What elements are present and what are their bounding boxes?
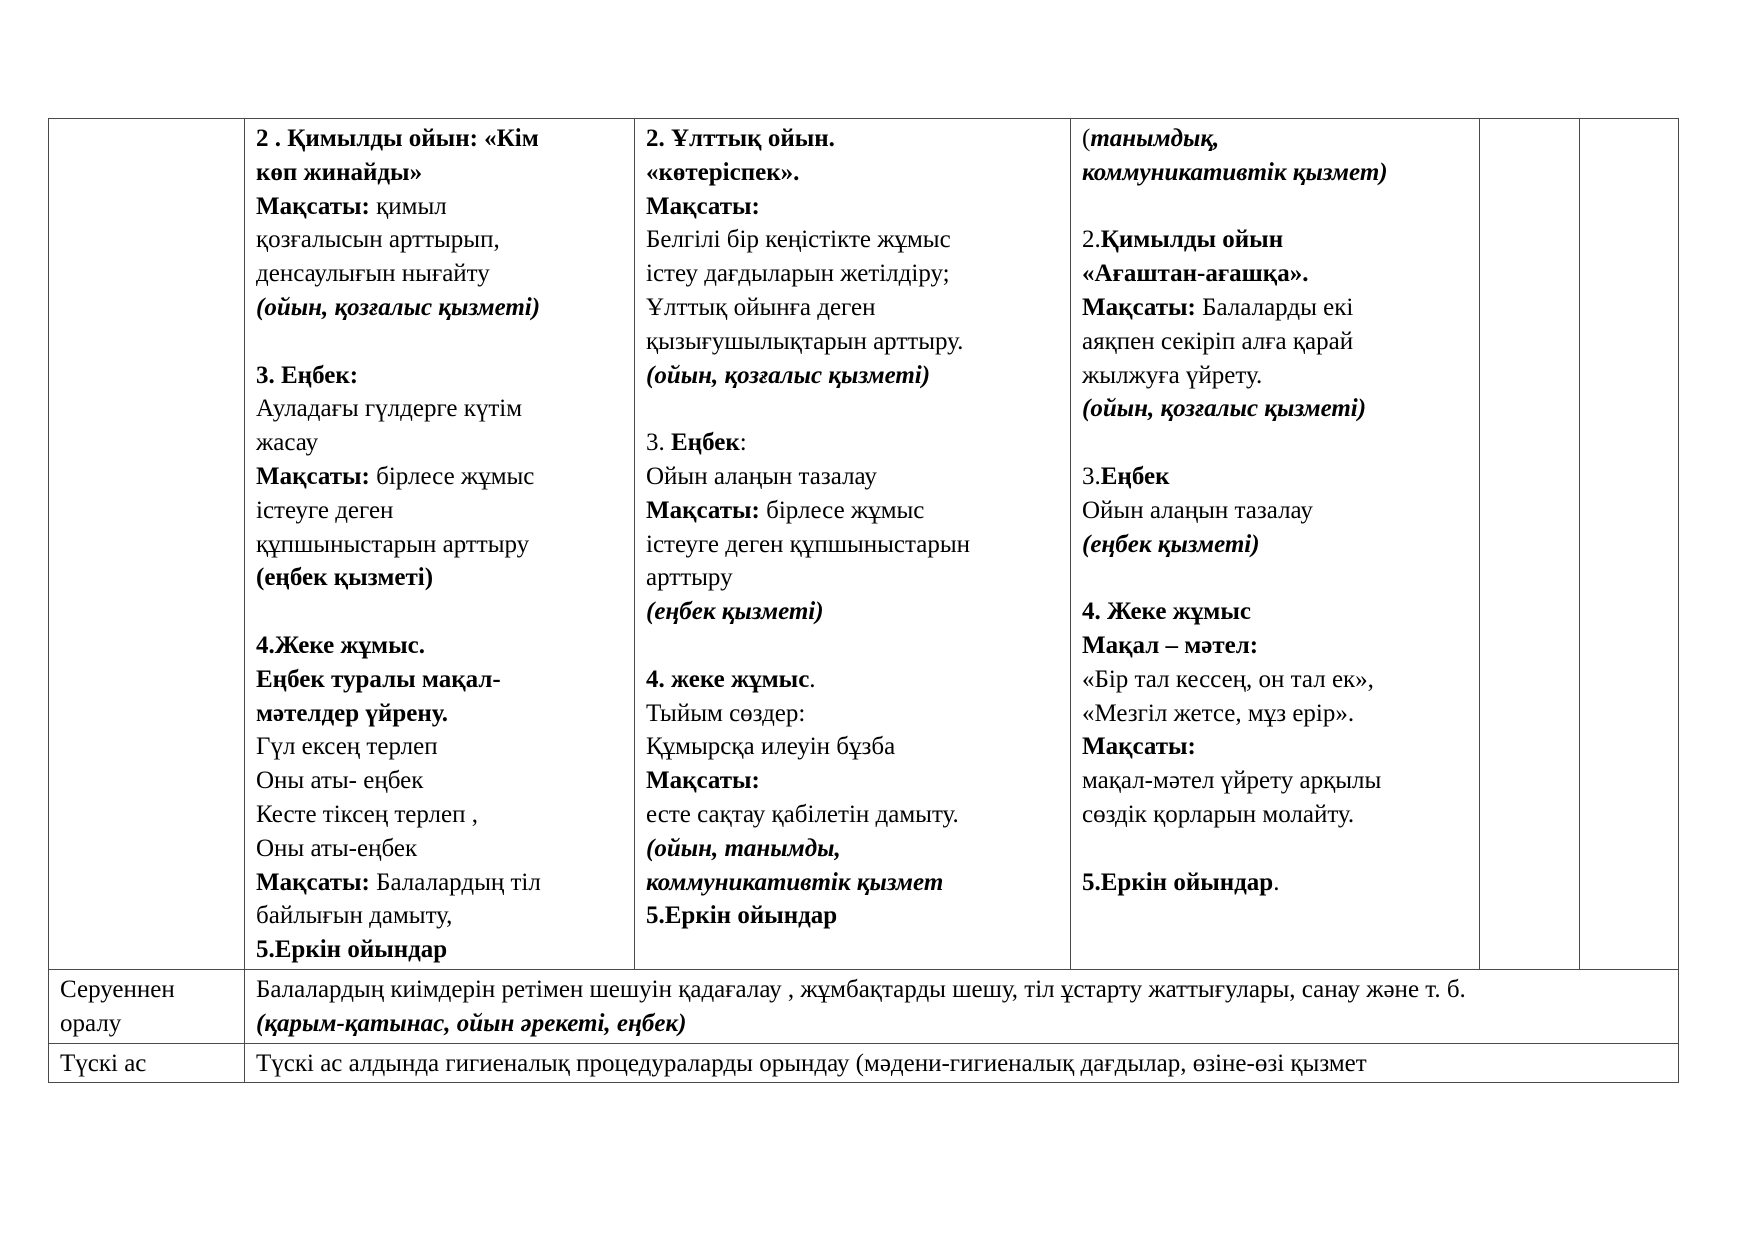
proverb-line: Оны аты-еңбек: [256, 834, 418, 862]
text-line: істеуге деген құпшыныстарын: [646, 530, 971, 558]
activity-type: (еңбек қызметі): [646, 598, 824, 626]
individual-work-title: 4. жеке жұмыс.: [646, 665, 816, 693]
goal-label: Мақсаты:: [1082, 733, 1196, 761]
text-line: есте сақтау қабілетін дамыту.: [646, 800, 959, 828]
table-row: [49, 1043, 1679, 1083]
activity-type: (ойын, қозғалыс қызметі): [256, 293, 541, 321]
free-games-title: 5.Еркін ойындар: [646, 902, 838, 930]
row-label-cell: [49, 969, 245, 1043]
text-line: Ұлттық ойынға деген: [646, 293, 876, 321]
text-line: істеу дағдыларын жетілдіру;: [646, 260, 950, 288]
goal-line: Мақсаты: бірлесе жұмыс: [646, 496, 925, 524]
row-text: Түскі ас алдында гигиеналық процедураларды орындау (мәдени-гигиеналық дағдылар, өзіне-өзі қызмет: [256, 1049, 1367, 1077]
row-label-cont: оралу: [60, 1009, 122, 1037]
row-label: Түскі ас: [60, 1049, 147, 1077]
text-line: жасау: [256, 429, 319, 457]
text-line: құпшыныстарын арттыру: [256, 530, 530, 558]
table-row: [49, 119, 1679, 970]
proverb-label: Мақал – мәтел:: [1082, 631, 1259, 659]
text-line: байлығын дамыту,: [256, 902, 453, 930]
text-line: сөздік қорларын молайту.: [1082, 800, 1355, 828]
text-line: Ойын алаңын тазалау: [1082, 496, 1313, 524]
labor-title: 3. Еңбек:: [646, 429, 747, 457]
free-games-title: 5.Еркін ойындар: [256, 936, 448, 964]
plan-table: [48, 118, 1679, 1083]
goal-line: Мақсаты: Балаларды екі: [1082, 293, 1354, 321]
row-text: Балалардың киімдерін ретімен шешуін қадағалау , жұмбақтарды шешу, тіл ұстарту жаттығулары, санау және т. б.: [256, 975, 1466, 1003]
text-line: Ойын алаңын тазалау: [646, 462, 877, 490]
labor-title: 3. Еңбек:: [256, 361, 359, 389]
activity-type: (танымдық,: [1082, 125, 1220, 152]
proverb-line: Оны аты- еңбек: [256, 767, 424, 795]
text-line: Құмырсқа илеуін бұзба: [646, 733, 896, 761]
empty-cell: [1580, 119, 1679, 970]
activity-type: (ойын, танымды,: [646, 834, 841, 862]
game-title-cont: «көтеріспек».: [646, 158, 800, 186]
proverb-line: «Бір тал кессең, он тал ек»,: [1082, 665, 1374, 693]
text-line: мәтелдер үйрену.: [256, 699, 448, 727]
free-games-title: 5.Еркін ойындар.: [1082, 868, 1280, 896]
activity-type: (еңбек қызметі): [1082, 530, 1260, 558]
proverb-line: Гүл ексең терлеп: [256, 733, 438, 761]
text-line: қызығушылықтарын арттыру.: [646, 327, 964, 355]
activity-cell-2: [635, 119, 1071, 970]
text-line: Белгілі бір кеңістікте жұмыс: [646, 226, 951, 254]
labor-title: 3.Еңбек: [1082, 462, 1170, 490]
goal-line: Мақсаты: Балалардың тіл: [256, 868, 541, 896]
text-line: жылжуға үйрету.: [1082, 361, 1263, 389]
game-title-cont: «Ағаштан-ағашқа».: [1082, 260, 1309, 288]
text-line: істеуге деген: [256, 496, 394, 524]
row-label: Серуеннен: [60, 975, 175, 1003]
row-label-cell: [49, 119, 245, 970]
game-title-cont: көп жинайды»: [256, 158, 423, 186]
game-title: 2.Қимылды ойын: [1082, 226, 1284, 254]
text-line: мақал-мәтел үйрету арқылы: [1082, 767, 1382, 795]
text-line: арттыру: [646, 564, 733, 592]
lunch-cell: [245, 1043, 1679, 1083]
game-title: 2. Ұлттық ойын.: [646, 125, 835, 152]
goal-label: Мақсаты:: [646, 192, 760, 220]
individual-work-title: 4. Жеке жұмыс: [1082, 598, 1251, 626]
activity-type: (ойын, қозғалыс қызметі): [646, 361, 931, 389]
activity-type: (ойын, қозғалыс қызметі): [1082, 395, 1367, 423]
goal-line: Мақсаты: қимыл: [256, 192, 447, 220]
text-line: Ауладағы гүлдерге күтім: [256, 395, 523, 423]
activity-cell-3: [1071, 119, 1480, 970]
activity-type-cont: коммуникативтік қызмет: [646, 868, 944, 896]
activity-cell-1: [245, 119, 635, 970]
table-row: [49, 969, 1679, 1043]
text-line: қозғалысын арттырып,: [256, 226, 500, 254]
game-title: 2 . Қимылды ойын: «Кім: [256, 125, 539, 152]
goal-label: Мақсаты:: [646, 767, 760, 795]
row-label-cell: [49, 1043, 245, 1083]
text-line: денсаулығын нығайту: [256, 260, 490, 288]
text-line: Тыйым сөздер:: [646, 699, 806, 727]
activity-type-cont: коммуникативтік қызмет): [1082, 158, 1388, 186]
empty-cell: [1480, 119, 1580, 970]
proverb-line: Кесте тіксең терлеп ,: [256, 800, 478, 828]
text-line: Еңбек туралы мақал-: [256, 665, 501, 693]
return-from-walk-cell: [245, 969, 1679, 1043]
text-line: аяқпен секіріп алға қарай: [1082, 327, 1354, 355]
proverb-line: «Мезгіл жетсе, мұз ерір».: [1082, 699, 1355, 727]
goal-line: Мақсаты: бірлесе жұмыс: [256, 462, 535, 490]
individual-work-title: 4.Жеке жұмыс.: [256, 631, 425, 659]
activity-type: (қарым-қатынас, ойын әрекеті, еңбек): [256, 1009, 687, 1037]
activity-type: (еңбек қызметі): [256, 564, 434, 592]
